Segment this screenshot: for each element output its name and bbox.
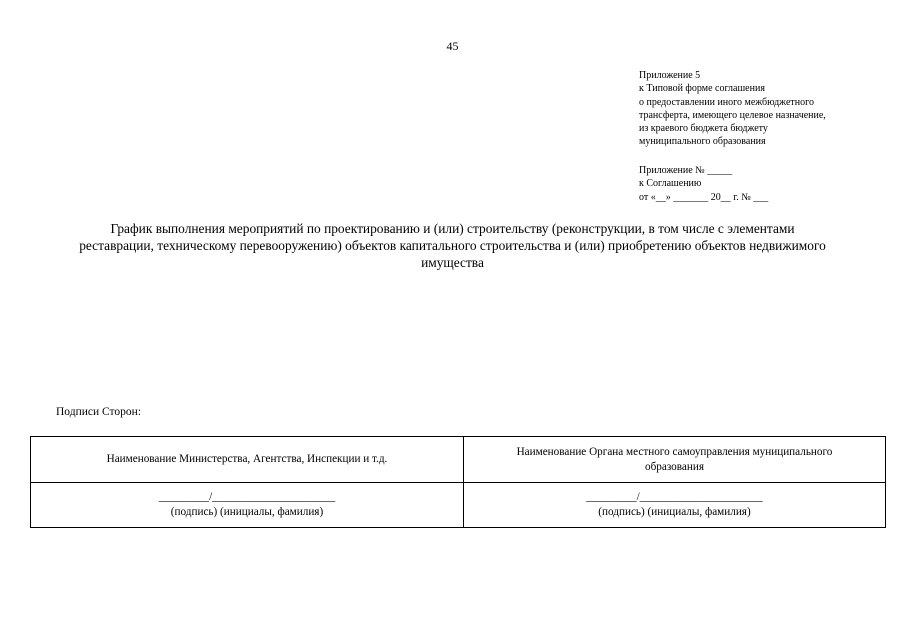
agreement-line: к Соглашению: [639, 178, 702, 190]
left-party-name: Наименование Министерства, Агентства, Инспекции и т.д.: [106, 453, 388, 465]
right-party-name-line: образования: [644, 460, 704, 473]
title-line: имущества: [421, 255, 484, 270]
signatures-table: [30, 436, 886, 528]
appendix-line: Приложение 5: [639, 70, 701, 81]
page-number: 45: [446, 39, 459, 53]
agreement-reference: [639, 164, 768, 204]
appendix-line: из краевого бюджета бюджету: [639, 123, 768, 135]
appendix-line: к Типовой форме соглашения: [639, 83, 765, 95]
appendix-reference: [639, 69, 826, 149]
left-party-header: [31, 437, 464, 483]
appendix-line: трансферта, имеющего целевое назначение,: [639, 109, 826, 121]
agreement-line: Приложение № _____: [639, 165, 733, 176]
title-line: График выполнения мероприятий по проектированию и (или) строительству (реконструкции, в том числе с элементами: [110, 221, 795, 236]
right-party-name-line: Наименование Органа местного самоуправления муниципального: [516, 445, 833, 458]
left-signature-cell: [31, 483, 464, 528]
appendix-line: о предоставлении иного межбюджетного: [639, 96, 814, 108]
title-line: реставрации, техническому перевооружению) объектов капитального строительства и (или) приобретению объектов недвижимого: [79, 238, 826, 253]
left-signature-line: _________/______________________: [158, 491, 336, 503]
appendix-line: муниципального образования: [639, 136, 766, 148]
right-party-header: [464, 437, 886, 483]
table-row: [31, 437, 886, 483]
signatures-label: Подписи Сторон:: [56, 406, 142, 418]
left-signature-caption: (подпись) (инициалы, фамилия): [170, 506, 324, 518]
agreement-line: от «__» _______ 20__ г. № ___: [639, 191, 769, 203]
right-signature-line: _________/______________________: [586, 491, 763, 503]
document-title: [20, 220, 885, 271]
table-row: [31, 483, 886, 528]
right-signature-cell: [464, 483, 886, 528]
right-signature-caption: (подпись) (инициалы, фамилия): [598, 506, 751, 518]
